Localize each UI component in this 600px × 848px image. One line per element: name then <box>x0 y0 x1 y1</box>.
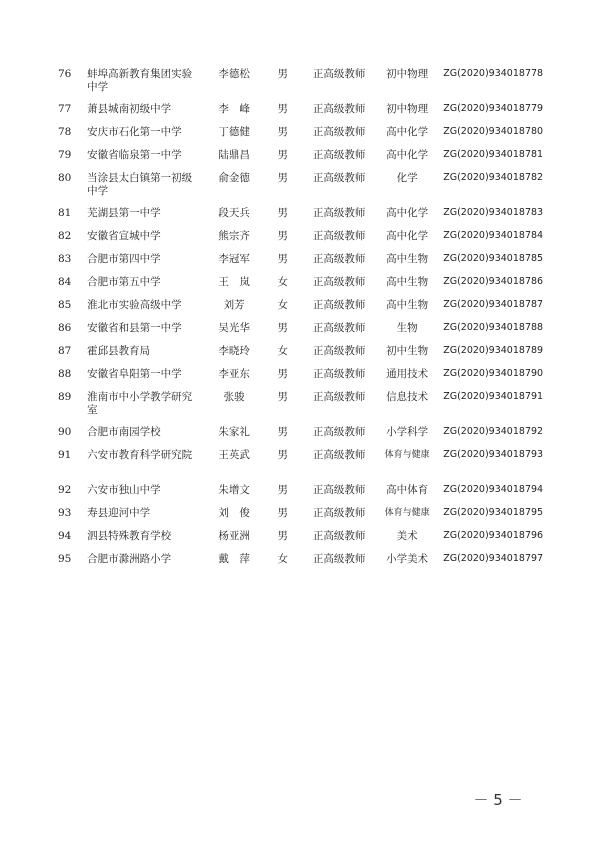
certificate-number: ZG(2020)934018796 <box>443 530 544 541</box>
table-row <box>56 207 556 230</box>
certificate-number: ZG(2020)934018786 <box>443 276 544 287</box>
teacher-name: 李晓玲 <box>218 345 250 357</box>
subject: 美术 <box>396 530 418 542</box>
page-number: － 5 － <box>473 791 523 809</box>
professional-title: 正高级教师 <box>312 276 366 288</box>
professional-title: 正高级教师 <box>312 149 366 161</box>
certificate-number: ZG(2020)934018789 <box>443 345 544 356</box>
certificate-number: ZG(2020)934018797 <box>443 553 544 564</box>
work-unit: 芜湖县第一中学 <box>87 207 161 219</box>
professional-title: 正高级教师 <box>312 553 366 565</box>
teacher-name: 李德松 <box>218 68 250 80</box>
work-unit: 萧县城南初级中学 <box>87 103 172 115</box>
work-unit: 六安市教育科学研究院 <box>87 449 193 461</box>
subject: 体育与健康 <box>384 508 430 518</box>
certificate-number: ZG(2020)934018792 <box>443 426 544 437</box>
gender: 男 <box>277 322 288 334</box>
gender: 男 <box>277 426 288 438</box>
work-unit: 合肥市南园学校 <box>87 426 161 438</box>
professional-title: 正高级教师 <box>312 322 366 334</box>
gender: 男 <box>277 449 288 461</box>
row-number: 91 <box>58 449 72 461</box>
teacher-name: 戴 萍 <box>218 553 250 565</box>
certificate-number: ZG(2020)934018793 <box>443 449 544 460</box>
work-unit: 六安市独山中学 <box>87 484 161 496</box>
row-number: 87 <box>58 345 72 357</box>
teacher-name: 吴光华 <box>218 322 250 334</box>
teacher-name: 朱增文 <box>218 484 250 496</box>
professional-title: 正高级教师 <box>312 368 366 380</box>
subject: 化学 <box>396 172 418 184</box>
teacher-name: 李 峰 <box>218 103 250 115</box>
table-row <box>56 253 556 276</box>
table-row <box>56 126 556 149</box>
teacher-name: 李冠军 <box>218 253 250 265</box>
gender: 男 <box>277 368 288 380</box>
subject: 初中物理 <box>386 68 429 80</box>
work-unit: 安徽省临泉第一中学 <box>87 149 182 161</box>
gender: 男 <box>277 126 288 138</box>
gender: 男 <box>277 68 288 80</box>
work-unit: 当涂县太白镇第一初级中学 <box>87 172 193 197</box>
row-number: 78 <box>58 126 72 138</box>
row-number: 86 <box>58 322 72 334</box>
professional-title: 正高级教师 <box>312 230 366 242</box>
teacher-name: 王 岚 <box>218 276 250 288</box>
teacher-name: 段天兵 <box>218 207 250 219</box>
work-unit: 安庆市石化第一中学 <box>87 126 182 138</box>
professional-title: 正高级教师 <box>312 253 366 265</box>
gender: 女 <box>277 553 288 565</box>
professional-title: 正高级教师 <box>312 426 366 438</box>
certificate-number: ZG(2020)934018788 <box>443 322 544 333</box>
gender: 男 <box>277 391 288 403</box>
certificate-number: ZG(2020)934018791 <box>443 391 544 402</box>
gender: 男 <box>277 230 288 242</box>
work-unit: 合肥市第四中学 <box>87 253 161 265</box>
professional-title: 正高级教师 <box>312 68 366 80</box>
certificate-number: ZG(2020)934018790 <box>443 368 544 379</box>
row-number: 83 <box>58 253 72 265</box>
work-unit: 安徽省阜阳第一中学 <box>87 368 182 380</box>
row-number: 92 <box>58 484 72 496</box>
teacher-name: 王英武 <box>218 449 250 461</box>
teacher-name: 俞金德 <box>218 172 250 184</box>
table-row <box>56 530 556 553</box>
certificate-number: ZG(2020)934018778 <box>443 68 544 79</box>
table-row <box>56 449 556 484</box>
table-row <box>56 391 556 426</box>
row-number: 88 <box>58 368 72 380</box>
professional-title: 正高级教师 <box>312 391 366 403</box>
work-unit: 合肥市滁洲路小学 <box>87 553 172 565</box>
teacher-name: 张骏 <box>223 391 245 403</box>
subject: 高中体育 <box>386 484 429 496</box>
work-unit: 寿县迎河中学 <box>87 507 151 519</box>
subject: 小学科学 <box>386 426 429 438</box>
professional-title: 正高级教师 <box>312 484 366 496</box>
row-number: 79 <box>58 149 72 161</box>
table-row <box>56 484 556 507</box>
certificate-number: ZG(2020)934018785 <box>443 253 544 264</box>
subject: 生物 <box>396 322 418 334</box>
subject: 信息技术 <box>386 391 429 403</box>
row-number: 85 <box>58 299 72 311</box>
teacher-name: 刘芳 <box>223 299 245 311</box>
table-row <box>56 553 556 576</box>
work-unit: 安徽省和县第一中学 <box>87 322 182 334</box>
subject: 高中化学 <box>386 126 429 138</box>
table-row <box>56 368 556 391</box>
row-number: 80 <box>58 172 72 184</box>
table-row <box>56 345 556 368</box>
work-unit: 合肥市第五中学 <box>87 276 161 288</box>
subject: 高中化学 <box>386 230 429 242</box>
row-number: 81 <box>58 207 72 219</box>
table-row <box>56 172 556 207</box>
table-row <box>56 299 556 322</box>
table-row <box>56 426 556 449</box>
certificate-number: ZG(2020)934018783 <box>443 207 544 218</box>
subject: 通用技术 <box>386 368 429 380</box>
professional-title: 正高级教师 <box>312 172 366 184</box>
subject: 高中生物 <box>386 276 429 288</box>
row-number: 90 <box>58 426 72 438</box>
table-row <box>56 276 556 299</box>
certificate-number: ZG(2020)934018779 <box>443 103 544 114</box>
row-number: 77 <box>58 103 72 115</box>
work-unit: 霍邱县教育局 <box>87 345 151 357</box>
professional-title: 正高级教师 <box>312 530 366 542</box>
professional-title: 正高级教师 <box>312 207 366 219</box>
gender: 男 <box>277 530 288 542</box>
row-number: 76 <box>58 68 72 80</box>
certificate-number: ZG(2020)934018781 <box>443 149 544 160</box>
teacher-list-table <box>56 68 556 576</box>
subject: 高中化学 <box>386 149 429 161</box>
teacher-name: 杨亚洲 <box>218 530 250 542</box>
subject: 初中物理 <box>386 103 429 115</box>
table-row <box>56 103 556 126</box>
work-unit: 泗县特殊教育学校 <box>87 530 172 542</box>
row-number: 84 <box>58 276 72 288</box>
table-row <box>56 507 556 530</box>
subject: 高中生物 <box>386 299 429 311</box>
gender: 男 <box>277 172 288 184</box>
certificate-number: ZG(2020)934018784 <box>443 230 544 241</box>
gender: 男 <box>277 207 288 219</box>
subject: 体育与健康 <box>384 450 430 460</box>
subject: 高中化学 <box>386 207 429 219</box>
work-unit: 安徽省宣城中学 <box>87 230 161 242</box>
professional-title: 正高级教师 <box>312 103 366 115</box>
table-row <box>56 322 556 345</box>
gender: 女 <box>277 299 288 311</box>
subject: 高中生物 <box>386 253 429 265</box>
table-row <box>56 230 556 253</box>
gender: 男 <box>277 149 288 161</box>
row-number: 95 <box>58 553 72 565</box>
work-unit: 淮南市中小学教学研究室 <box>87 391 193 416</box>
certificate-number: ZG(2020)934018787 <box>443 299 544 310</box>
certificate-number: ZG(2020)934018782 <box>443 172 544 183</box>
gender: 男 <box>277 103 288 115</box>
subject: 小学美术 <box>386 553 429 565</box>
teacher-name: 朱家礼 <box>218 426 250 438</box>
teacher-name: 熊宗齐 <box>218 230 250 242</box>
subject: 初中生物 <box>386 345 429 357</box>
teacher-name: 刘 俊 <box>218 507 250 519</box>
work-unit: 蚌埠高新教育集团实验中学 <box>87 68 193 93</box>
certificate-number: ZG(2020)934018795 <box>443 507 544 518</box>
certificate-number: ZG(2020)934018780 <box>443 126 544 137</box>
professional-title: 正高级教师 <box>312 126 366 138</box>
gender: 男 <box>277 507 288 519</box>
professional-title: 正高级教师 <box>312 345 366 357</box>
table-row <box>56 149 556 172</box>
work-unit: 淮北市实验高级中学 <box>87 299 182 311</box>
row-number: 89 <box>58 391 72 403</box>
professional-title: 正高级教师 <box>312 507 366 519</box>
teacher-name: 李亚东 <box>218 368 250 380</box>
gender: 男 <box>277 253 288 265</box>
gender: 女 <box>277 345 288 357</box>
teacher-name: 陆鼎昌 <box>218 149 250 161</box>
teacher-name: 丁德健 <box>218 126 250 138</box>
gender: 男 <box>277 484 288 496</box>
row-number: 94 <box>58 530 72 542</box>
professional-title: 正高级教师 <box>312 299 366 311</box>
professional-title: 正高级教师 <box>312 449 366 461</box>
certificate-number: ZG(2020)934018794 <box>443 484 544 495</box>
row-number: 82 <box>58 230 72 242</box>
table-row <box>56 68 556 103</box>
row-number: 93 <box>58 507 72 519</box>
gender: 女 <box>277 276 288 288</box>
